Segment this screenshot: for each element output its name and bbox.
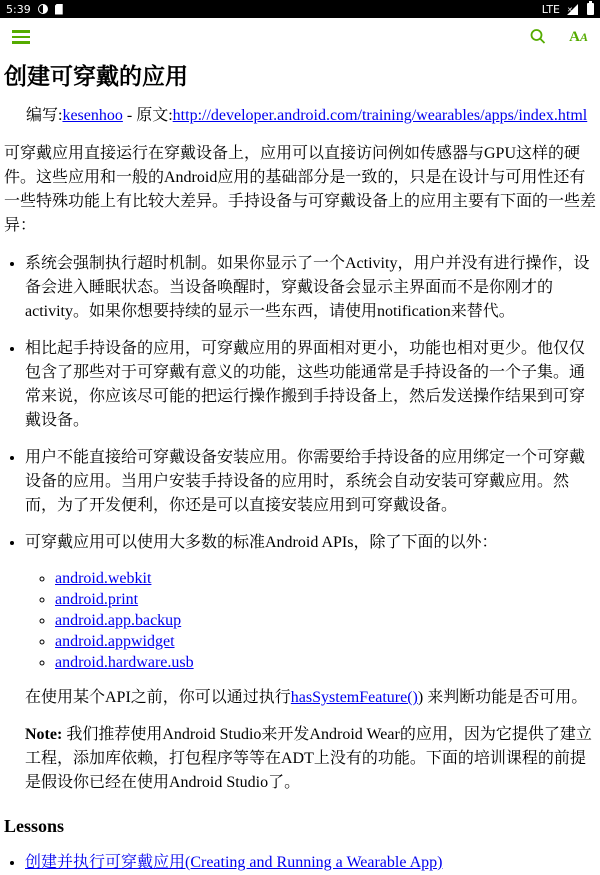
differences-list (4, 252, 596, 795)
byline-prefix: 编写: (26, 107, 63, 124)
apis-intro: • 可穿戴应用可以使用大多数的标准Android APIs，除了下面的以外： (25, 534, 498, 551)
api-link-appwidget[interactable]: android.appwidget (55, 633, 175, 650)
signal-strength-icon (567, 4, 578, 15)
lessons-list (4, 851, 596, 875)
api-link-hardware-usb[interactable]: android.hardware.usb (55, 654, 194, 671)
api-check-paragraph: 在使用某个API之前，你可以通过执行hasSystemFeature()) 来判断功能是否可用。 (25, 689, 588, 706)
status-bar (0, 0, 600, 18)
note-paragraph: Note: 我们推荐使用Android Studio来开发Android Wear的应用，因为它提供了建立工程，添加库依赖，打包程序等等在ADT上没有的功能。下面的培训课程的前提是假设你已经在使用Android Studio了。 (25, 726, 592, 791)
status-bar-right (542, 3, 594, 16)
no-internet-x-icon: ✕ (567, 5, 573, 14)
network-type-label: LTE (541, 2, 560, 16)
list-item (55, 610, 596, 631)
app-bar (0, 18, 600, 56)
battery-icon (587, 3, 594, 15)
data-saver-icon (38, 4, 48, 14)
has-system-feature-link[interactable]: hasSystemFeature() (290, 689, 418, 706)
author-link[interactable]: kesenhoo (62, 107, 123, 124)
article-content (0, 56, 600, 875)
source-url-link[interactable]: http://developer.android.com/training/wearables/apps/index.html (172, 107, 588, 124)
note-label: Note: (25, 726, 63, 743)
status-time: 5:39 (6, 2, 31, 16)
byline (26, 104, 596, 128)
list-item: • 系统会强制执行超时机制。如果你显示了一个Activity，用户并没有进行操作，设备会进入睡眠状态。当设备唤醒时，穿戴设备会显示主界面而不是你刚才的activity。如果你想要持续的显示一些东西，请使用notification来替代。 (25, 252, 596, 324)
api-link-print[interactable]: android.print (55, 591, 139, 608)
list-item (55, 631, 596, 652)
lessons-heading: Lessons (4, 816, 65, 836)
status-bar-left (6, 3, 63, 16)
lesson-link-creating-wearable-app[interactable]: 创建并执行可穿戴应用(Creating and Running a Wearable App) (25, 854, 443, 871)
api-exceptions-list (25, 568, 596, 673)
sim-card-icon (55, 4, 63, 15)
page-title: 创建可穿戴的应用 (4, 64, 188, 89)
byline-separator: - 原文: (122, 107, 173, 124)
list-item: • 用户不能直接给可穿戴设备安装应用。你需要给手持设备的应用绑定一个可穿戴设备的应用。当用户安装手持设备的应用时，系统会自动安装可穿戴应用。然而，为了开发便利，你还是可以直接安装应用到可穿戴设备。 (25, 446, 596, 518)
menu-icon[interactable] (12, 27, 30, 47)
search-icon[interactable] (529, 28, 547, 46)
api-link-webkit[interactable]: android.webkit (55, 570, 152, 587)
font-settings-icon[interactable]: AA (569, 28, 588, 45)
list-item (25, 851, 596, 875)
list-item: • 相比起手持设备的应用，可穿戴应用的界面相对更小，功能也相对更少。他仅仅包含了那些对于可穿戴有意义的功能，这些功能通常是手持设备的一个子集。通常来说，你应该尽可能的把运行操作搬到手持设备上，然后发送操作结果到可穿戴设备。 (25, 337, 596, 433)
list-item (25, 531, 596, 795)
list-item (55, 568, 596, 589)
intro-paragraph: 可穿戴应用直接运行在穿戴设备上，应用可以直接访问例如传感器与GPU这样的硬件。这些应用和一般的Android应用的基础部分是一致的，只是在设计与可用性还有一些特殊功能上有比较大差异。手持设备与可穿戴设备上的应用主要有下面的一些差异： (4, 145, 597, 234)
api-link-app-backup[interactable]: android.app.backup (55, 612, 182, 629)
list-item (55, 652, 596, 673)
list-item (55, 589, 596, 610)
